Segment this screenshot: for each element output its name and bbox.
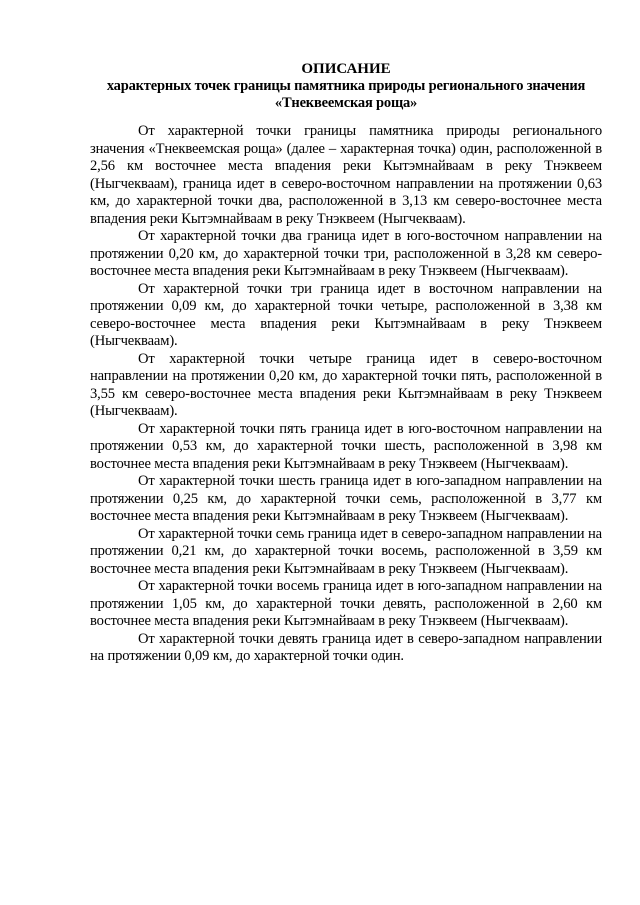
- paragraph-point-4: От характерной точки четыре граница идет в северо-восточном направлении на протяжении 0,20 км, до характерной точки пять, расположенной в 3,55 км северо-восточнее места впадения реки Кытэмнайваам в реку Тнэквеем (Ныгчекваам).: [90, 350, 602, 419]
- document-page: [90, 60, 602, 666]
- document-body: [90, 123, 602, 666]
- document-title: ОПИСАНИЕ: [301, 61, 391, 77]
- paragraph-point-6: От характерной точки шесть граница идет в юго-западном направлении на протяжении 0,25 км, до характерной точки семь, расположенной в 3,77 км восточнее места впадения реки Кытэмнайваам в реку Тнэквеем (Ныгчекваам).: [90, 473, 602, 524]
- paragraph-point-5: От характерной точки пять граница идет в юго-восточном направлении на протяжении 0,53 км, до характерной точки шесть, расположенной в 3,98 км восточнее места впадения реки Кытэмнайваам в реку Тнэквеем (Ныгчекваам).: [90, 420, 602, 472]
- paragraph-point-2: От характерной точки два граница идет в юго-восточном направлении на протяжении 0,20 км, до характерной точки три, расположенной в 3,28 км северо-восточнее места впадения реки Кытэмнайваам в реку Тнэквеем (Ныгчекваам).: [90, 228, 602, 279]
- document-subtitle-line1: характерных точек границы памятника природы регионального значения: [106, 78, 586, 94]
- paragraph-point-1: От характерной точки границы памятника природы регионального значения «Тнеквеемская роща» (далее – характерная точка) один, расположенной в 2,56 км восточнее места впадения реки Кытэмнайваам в реку Тнэквеем (Ныгчекваам), граница идет в северо-восточном направлении на протяжении 0,63 км, до характерной точки два, расположенной в 3,13 км северо-восточнее места впадения реки Кытэмнайваам в реку Тнэквеем (Ныгчекваам).: [90, 123, 602, 227]
- paragraph-point-7: От характерной точки семь граница идет в северо-западном направлении на протяжении 0,21 км, до характерной точки восемь, расположенной в 3,59 км восточнее места впадения реки Кытэмнайваам в реку Тнэквеем (Ныгчекваам).: [90, 525, 602, 577]
- paragraph-point-3: От характерной точки три граница идет в восточном направлении на протяжении 0,09 км, до характерной точки четыре, расположенной в 3,38 км северо-восточнее места впадения реки Кытэмнайваам в реку Тнэквеем (Ныгчекваам).: [90, 280, 602, 349]
- paragraph-point-8: От характерной точки восемь граница идет в юго-западном направлении на протяжении 1,05 км, до характерной точки девять, расположенной в 2,60 км восточнее места впадения реки Кытэмнайваам в реку Тнэквеем (Ныгчекваам).: [90, 578, 602, 629]
- document-subtitle-line2: «Тнеквеемская роща»: [274, 95, 418, 111]
- paragraph-point-9: От характерной точки девять граница идет в северо-западном направлении на протяжении 0,09 км, до характерной точки один.: [90, 630, 602, 664]
